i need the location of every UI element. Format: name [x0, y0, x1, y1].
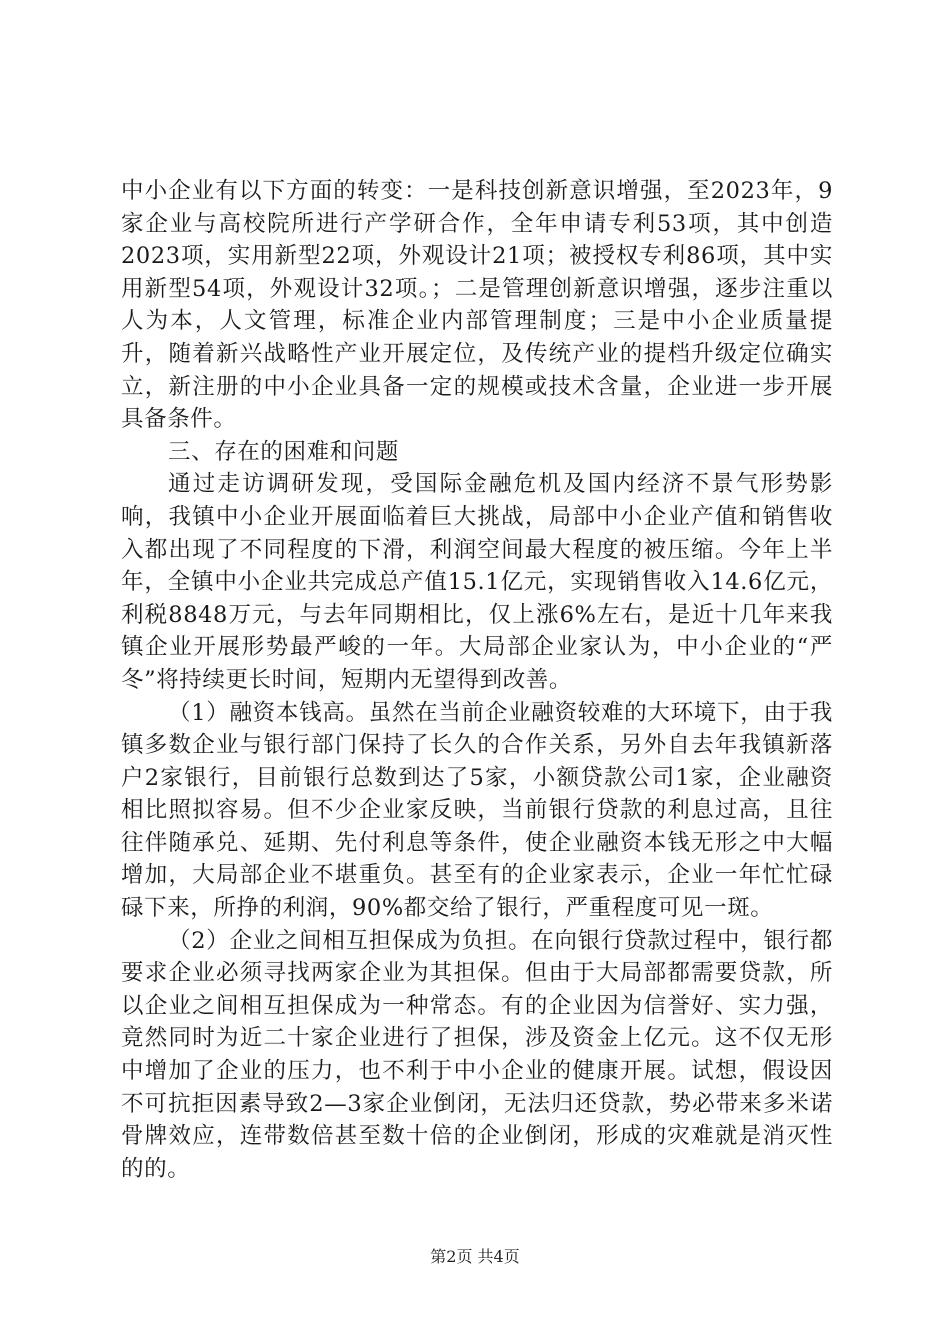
paragraph-survey-findings: 通过走访调研发现，受国际金融危机及国内经济不景气形势影响，我镇中小企业开展面临着巨大挑战，局部中小企业产值和销售收入都出现了不同程度的下滑，利润空间最大程度的被压缩。今年上半年，全镇中小企业共完成总产值15.1亿元，实现销售收入14.6亿元，利税8848万元，与去年同期相比，仅上涨6%左右，是近十几年来我镇企业开展形势最严峻的一年。大局部企业家认为，中小企业的“严冬”将持续更长时间，短期内无望得到改善。 — [121, 471, 833, 693]
paragraph-enterprise-changes: 中小企业有以下方面的转变：一是科技创新意识增强，至2023年，9家企业与高校院所进行产学研合作，全年申请专利53项，其中创造2023项，实用新型22项，外观设计21项；被授权专利86项，其中实用新型54项，外观设计32项。；二是管理创新意识增强，逐步注重以人为本，人文管理，标准企业内部管理制度；三是中小企业质量提升，随着新兴战略性产业开展定位，及传统产业的提档升级定位确实立，新注册的中小企业具备一定的规模或技术含量，企业进一步开展具备条件。 — [121, 178, 833, 433]
paragraph-mutual-guarantee: （2）企业之间相互担保成为负担。在向银行贷款过程中，银行都要求企业必须寻找两家企业为其担保。但由于大局部都需要贷款，所以企业之间相互担保成为一种常态。有的企业因为信誉好、实力强，竟然同时为近二十家企业进行了担保，涉及资金上亿元。这不仅无形中增加了企业的压力，也不利于中小企业的健康开展。试想，假设因不可抗拒因素导致2—3家企业倒闭，无法归还贷款，势必带来多米诺骨牌效应，连带数倍甚至数十倍的企业倒闭，形成的灾难就是消灭性的的。 — [121, 927, 833, 1182]
page-number-footer: 第2页 共4页 — [430, 1247, 520, 1266]
section-heading-difficulties: 三、存在的困难和问题 — [168, 438, 400, 465]
document-body — [121, 175, 833, 1185]
paragraph-financing-cost: （1）融资本钱高。虽然在当前企业融资较难的大环境下，由于我镇多数企业与银行部门保持了长久的合作关系，另外自去年我镇新落户2家银行，目前银行总数到达了5家，小额贷款公司1家，企业融资相比照拟容易。但不少企业家反映，当前银行贷款的利息过高，且往往伴随承兑、延期、先付利息等条件，使企业融资本钱无形之中大幅增加，大局部企业不堪重负。甚至有的企业家表示，企业一年忙忙碌碌下来，所挣的利润，90%都交给了银行，严重程度可见一斑。 — [121, 699, 833, 922]
